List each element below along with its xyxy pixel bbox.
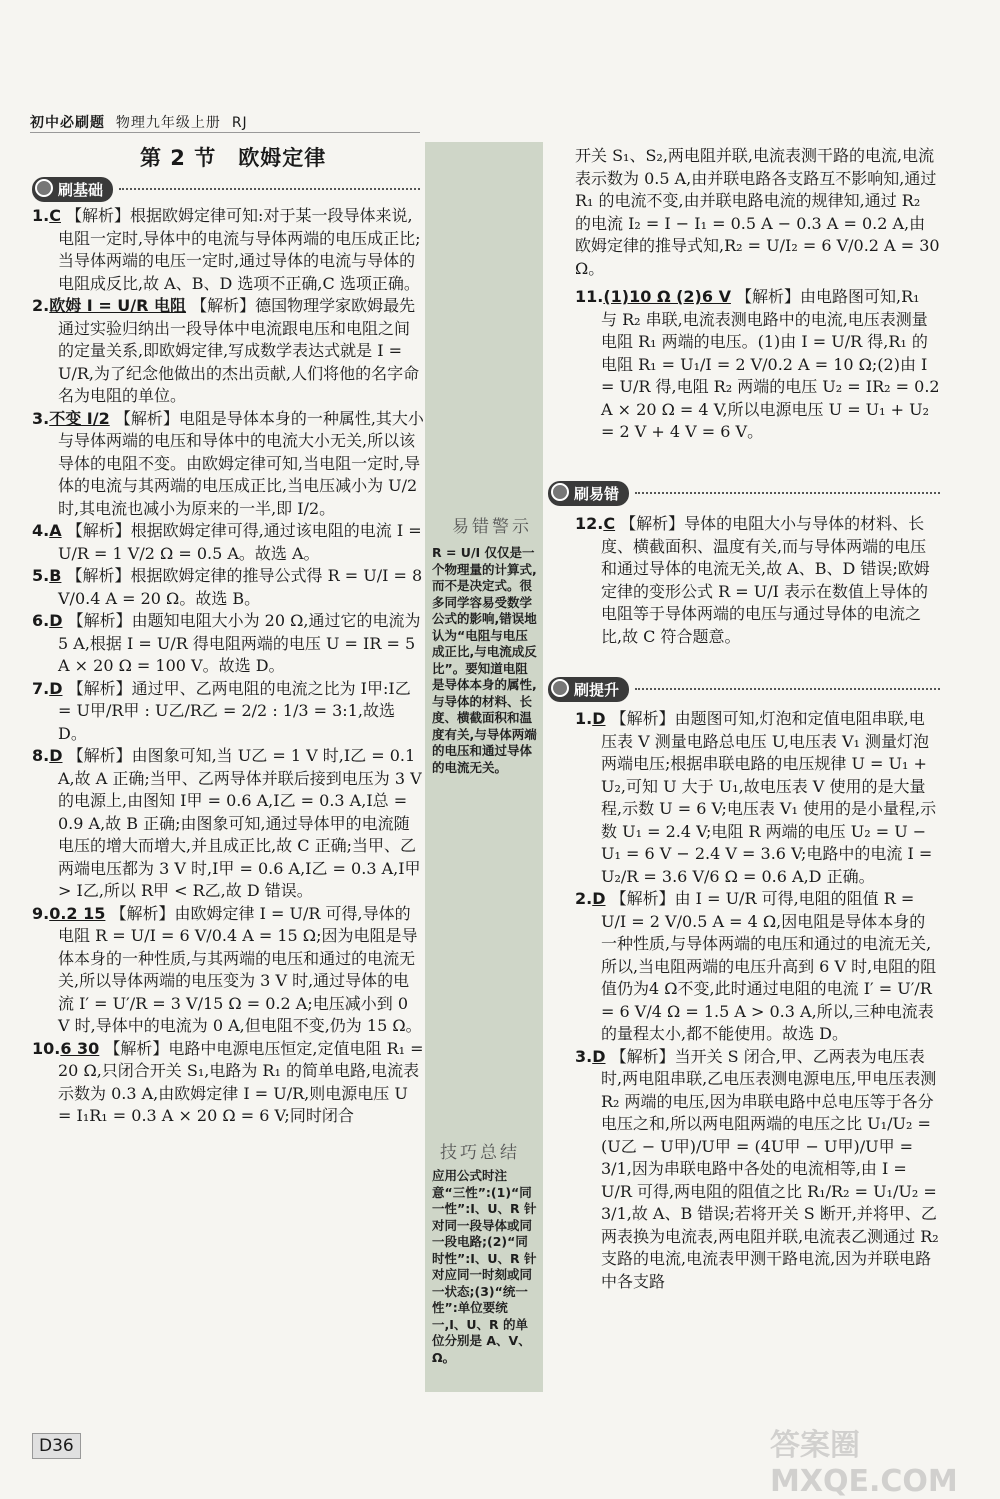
answer-item	[32, 903, 424, 1038]
item-answer: D	[49, 678, 63, 698]
item-explanation: 【解析】由欧姆定律 I = U/R 可得,导体的电阻 R = U/I = 6 V/0.4 A = 15 Ω;因为电阻是导体本身的一种性质,与其两端的电压和通过的电流无关,所以导体两端的电压变为 3 V 时,通过导体的电流 I′ = U′/R = 3 V/15 Ω = 0.2 A;电压减小到 0 V 时,导体中的电流为 0 A,但电阻不变,仍为 15 Ω。	[58, 903, 422, 1035]
answer-item	[575, 286, 940, 444]
item-answer: C	[603, 514, 616, 533]
bar-advance-label: 刷提升	[548, 677, 629, 702]
item-explanation: 【解析】根据欧姆定律可知:对于某一段导体来说,电阻一定时,导体中的电流与导体两端的电压成正比;当导体两端的电压一定时,通过导体的电流与导体的电阻成反比,故 A、B、D 选项不正确,C 选项正确。	[58, 206, 421, 293]
item-number: 1.	[575, 709, 593, 728]
bar-divider	[635, 688, 940, 690]
item-number: 4.	[32, 521, 50, 540]
item-number: 2.	[575, 889, 593, 908]
item-number: 9.	[32, 903, 50, 923]
header-rule	[30, 132, 420, 133]
item-answer: D	[49, 611, 63, 630]
right-column	[575, 145, 940, 444]
bar-divider	[119, 188, 420, 190]
item-number: 3.	[575, 1046, 593, 1066]
answer-item	[32, 1038, 424, 1128]
item-answer: 6 30	[60, 1038, 100, 1058]
answer-item	[32, 678, 424, 746]
item-explanation: 【解析】由 I = U/R 可得,电阻的阻值 R = U/I = 2 V/0.5 A = 4 Ω,因电阻是导体本身的一种性质,与导体两端的电压和通过的电流无关,所以,当电阻两端的电压升高到 6 V 时,电阻的阻值仍为4 Ω不变,此时通过电阻的电流 I′ = U′/R = 6 V/4 Ω = 1.5 A > 0.3 A,所以,三种电流表的量程太小,都不能使用。故选 D。	[601, 889, 937, 1043]
watermark-logo: 答案圈 MXQE.COM	[770, 1428, 958, 1499]
page-header	[30, 112, 248, 132]
item-number: 11.	[575, 287, 604, 306]
item-answer: 0.2 15	[49, 903, 106, 923]
bar-basic-label: 刷基础	[32, 177, 113, 202]
item-explanation: 【解析】电路中电源电压恒定,定值电阻 R₁ = 20 Ω,只闭合开关 S₁,电路为 R₁ 的简单电路,电流表示数为 0.3 A,由欧姆定律 I = U/R,则电源电压 U = I₁R₁ = 0.3 A × 20 Ω = 6 V;同时闭合	[58, 1038, 424, 1125]
page-number: D36	[32, 1433, 81, 1459]
left-column	[32, 205, 424, 1128]
right-top-text: 开关 S₁、S₂,两电阻并联,电流表测干路的电流,电流表示数为 0.5 A,由并联电路各支路互不影响知,通过 R₁ 的电流不变,由并联电路电流的规律知,通过 R₂ 的电流 I₂ = I − I₁ = 0.5 A − 0.3 A = 0.2 A,由欧姆定律的推导式知,R₂ = U/I₂ = 6 V/0.2 A = 30 Ω。	[575, 146, 940, 278]
bar-divider	[635, 492, 940, 494]
subject-name: 物理九年级上册	[115, 115, 221, 131]
item-answer: A	[49, 521, 62, 540]
answer-item	[575, 708, 940, 888]
item-explanation: 【解析】根据欧姆定律的推导公式得 R = U/I = 8 V/0.4 A = 20 Ω。故选 B。	[58, 566, 423, 608]
answer-item	[575, 1046, 940, 1294]
bar-basic	[32, 176, 420, 202]
item-answer: B	[49, 566, 62, 585]
note1-text: R = U/I 仅仅是一个物理量的计算式,而不是决定式。很多同学容易受数学公式的影响,错误地认为“电阻与电压成正比,与电流成反比”。要知道电阻是导体本身的属性,与导体的材料、长度、横截面积和温度有关,与导体两端的电压和通过导体的电流无关。	[432, 545, 537, 775]
answer-item	[575, 513, 940, 648]
item-explanation: 【解析】当开关 S 闭合,甲、乙两表为电压表时,两电阻串联,乙电压表测电源电压,甲电压表测 R₂ 两端的电压,因为串联电路中总电压等于各分电压之和,所以两电阻两端的电压之比 U₁/U₂ = (U乙 − U甲)/U甲 = (4U甲 − U甲)/U甲 = 3/1,因为串联电路中各处的电流相等,由 I = U/R 可得,两电阻的阻值之比 R₁/R₂ = U₁/U₂ = 3/1,故 A、B 错误;若将开关 S 断开,并将甲、乙两表换为电流表,两电阻并联,电流表乙测通过 R₂ 支路的电流,电流表甲测干路电流,因为并联电路中各支路	[601, 1046, 939, 1291]
book-name: 初中必刷题	[30, 115, 105, 131]
item-number: 8.	[32, 746, 50, 765]
bar-error	[548, 480, 940, 506]
edition-label: RJ	[231, 115, 248, 131]
item-number: 5.	[32, 566, 50, 585]
answer-item	[32, 205, 424, 295]
item-number: 10.	[32, 1038, 61, 1058]
item-number: 1.	[32, 206, 50, 225]
bar-advance	[548, 676, 940, 702]
item-answer: 不变 I/2	[49, 408, 110, 428]
answer-item	[575, 888, 940, 1046]
section-title: 第 2 节 欧姆定律	[140, 146, 327, 170]
item-answer: D	[49, 746, 63, 765]
note1-heading: 易错警示	[452, 517, 532, 537]
item-explanation: 【解析】由电路图可知,R₁ 与 R₂ 串联,电流表测电路中的电流,电压表测量电阻 R₁ 两端的电压。(1)由 I = U/R 得,R₁ 的电阻 R₁ = U₁/I = 2 V/0.2 A = 10 Ω;(2)由 I = U/R 得,电阻 R₂ 两端的电压 U₂ = IR₂ = 0.2 A × 20 Ω = 4 V,所以电源电压 U = U₁ + U₂ = 2 V + 4 V = 6 V。	[601, 287, 940, 441]
answer-item	[32, 610, 424, 678]
item-number: 12.	[575, 514, 604, 533]
item-number: 3.	[32, 408, 50, 428]
item-answer: C	[49, 206, 61, 225]
item-number: 6.	[32, 611, 50, 630]
item-explanation: 【解析】由题知电阻大小为 20 Ω,通过它的电流为5 A,根据 I = U/R 得电阻两端的电压 U = IR = 5 A × 20 Ω = 100 V。故选 D。	[58, 611, 421, 675]
note2-text: 应用公式时注意“三性”:(1)“同一性”:I、U、R 针对同一段导体或同一段电路;(2)“同时性”:I、U、R 针对应同一时刻或同一状态;(3)“统一性”:单位要统一,I、U、R 的单位分别是 A、V、Ω。	[432, 1168, 537, 1365]
note2-heading: 技巧总结	[440, 1143, 520, 1163]
answer-item	[32, 295, 424, 408]
item-explanation: 【解析】电阻是导体本身的一种属性,其大小与导体两端的电压和导体中的电流大小无关,所以该导体的电阻不变。由欧姆定律可知,当电阻一定时,导体的电流与其两端的电压成正比,当电压减小为 U/2 时,其电流也减小为原来的一半,即 I/2。	[58, 408, 424, 518]
item-explanation: 【解析】由图象可知,当 U乙 = 1 V 时,I乙 = 0.1 A,故 A 正确;当甲、乙两导体并联后接到电压为 3 V 的电源上,由图知 I甲 = 0.6 A,I乙 = 0.3 A,I总 = 0.9 A,故 B 正确;由图象可知,通过导体甲的电流随电压的增大而增大,并且成正比,故 C 正确;当甲、乙两端电压都为 3 V 时,I甲 = 0.6 A,I乙 = 0.3 A,I甲 > I乙,所以 R甲 < R乙,故 D 错误。	[58, 746, 422, 900]
right-items-c-wrap	[575, 708, 940, 1293]
item-number: 2.	[32, 296, 50, 315]
right-items-b-wrap	[575, 513, 940, 648]
item-explanation: 【解析】通过甲、乙两电阻的电流之比为 I甲:I乙 = U甲/R甲 : U乙/R乙 = 2/2 : 1/3 = 3:1,故选 D。	[58, 678, 411, 743]
item-explanation: 【解析】根据欧姆定律可得,通过该电阻的电流 I = U/R = 1 V/2 Ω = 0.5 A。故选 A。	[58, 521, 422, 563]
item-answer: D	[592, 1046, 606, 1066]
answer-item	[32, 565, 424, 610]
item-explanation: 【解析】德国物理学家欧姆最先通过实验归纳出一段导体中电流跟电压和电阻之间的定量关系,即欧姆定律,写成数学表达式就是 I = U/R,为了纪念他做出的杰出贡献,人们将他的名字命名为电阻的单位。	[58, 296, 420, 405]
item-answer: 欧姆 I = U/R 电阻	[49, 296, 187, 315]
item-answer: D	[592, 709, 606, 728]
item-explanation: 【解析】导体的电阻大小与导体的材料、长度、横截面积、温度有关,而与导体两端的电压和通过导体的电流无关,故 A、B、D 错误;欧姆定律的变形公式 R = U/I 表示在数值上导体的电阻等于导体两端的电压与通过导体的电流之比,故 C 符合题意。	[601, 514, 930, 646]
answer-item	[32, 520, 424, 565]
item-explanation: 【解析】由题图可知,灯泡和定值电阻串联,电压表 V 测量电路总电压 U,电压表 V₁ 测量灯泡两端电压;根据串联电路的电压规律 U = U₁ + U₂,可知 U 大于 U₁,故电压表 V 使用的是大量程,示数 U = 6 V;电压表 V₁ 使用的是小量程,示数 U₁ = 2.4 V;电阻 R 两端的电压 U₂ = U − U₁ = 6 V − 2.4 V = 3.6 V;电路中的电流 I = U₂/R = 3.6 V/6 Ω = 0.6 A,D 正确。	[601, 709, 937, 886]
item-answer: (1)10 Ω (2)6 V	[603, 287, 731, 306]
item-number: 7.	[32, 678, 50, 698]
answer-item	[32, 408, 424, 521]
answer-item	[32, 745, 424, 903]
item-answer: D	[592, 889, 606, 908]
right-items-a	[575, 286, 940, 444]
bar-error-label: 刷易错	[548, 481, 629, 506]
